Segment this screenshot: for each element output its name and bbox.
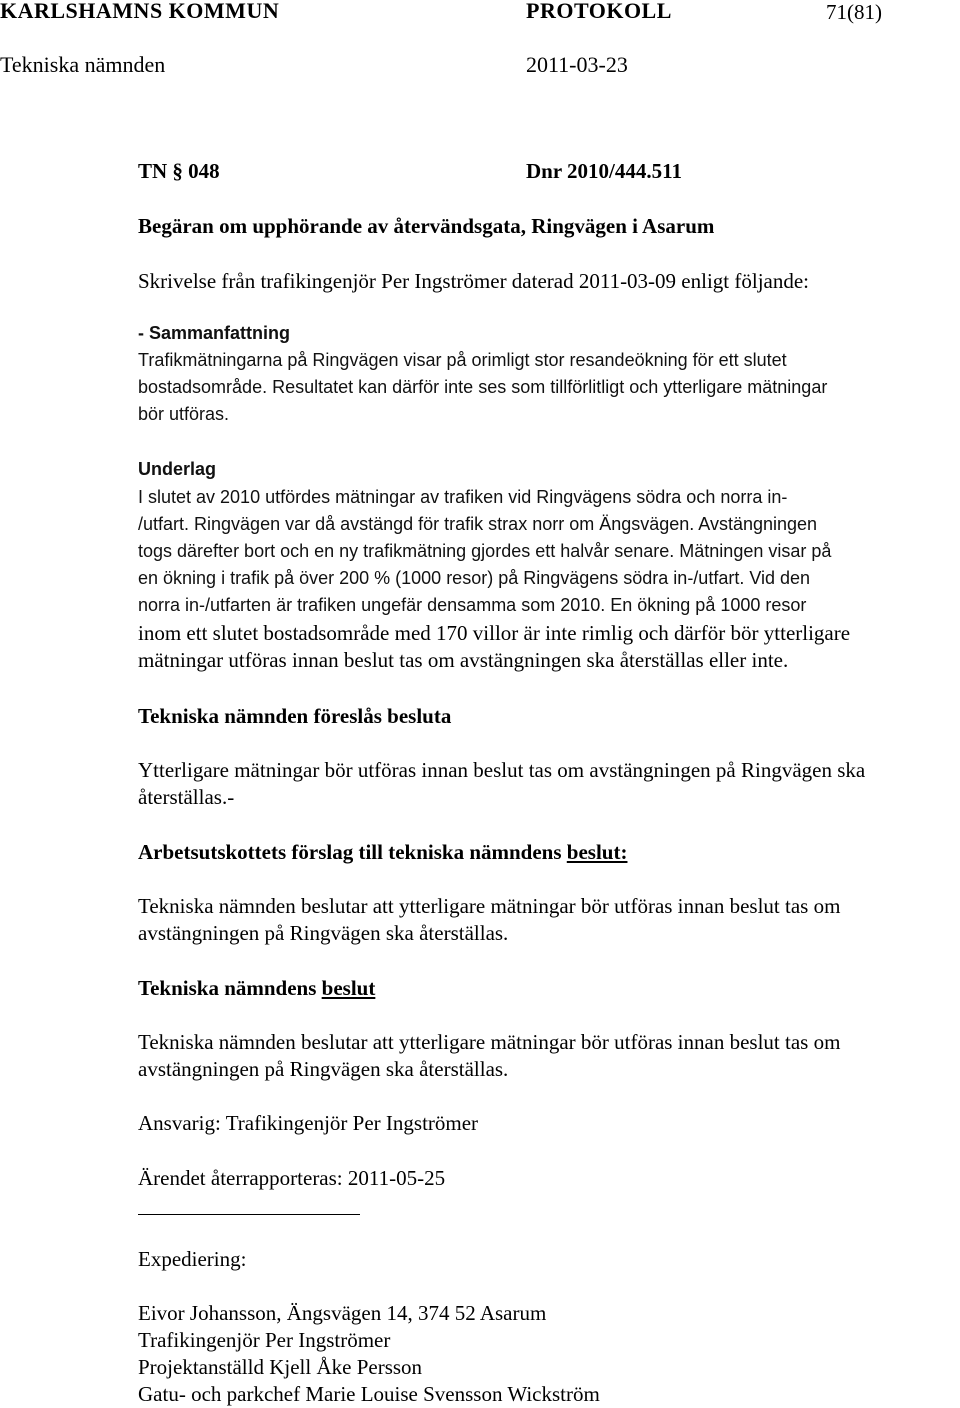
underlag-heading: Underlag (138, 459, 217, 479)
decision-heading-underlined: beslut (321, 976, 376, 1000)
underlag-line: norra in-/utfarten är trafiken ungefär densamma som 2010. En ökning på 1000 resor (138, 595, 807, 615)
org-name: KARLSHAMNS KOMMUN (0, 0, 280, 23)
case-dnr: Dnr 2010/444.511 (526, 159, 682, 183)
page-number: 71(81) (826, 0, 882, 24)
proposal-heading: Tekniska nämnden föreslås besluta (138, 704, 452, 728)
report-back: Ärendet återrapporteras: 2011-05-25 (138, 1166, 446, 1190)
summary-line: Trafikmätningarna på Ringvägen visar på orimligt stor resandeökning för ett slutet (138, 350, 787, 370)
au-line: avstängningen på Ringvägen ska återställas. (138, 921, 509, 945)
meeting-date: 2011-03-23 (526, 52, 628, 77)
recipient: Projektanställd Kjell Åke Persson (138, 1355, 423, 1379)
recipient: Gatu- och parkchef Marie Louise Svensson Wickström (138, 1382, 600, 1406)
summary-line: bör utföras. (138, 404, 230, 424)
expediering-heading: Expediering: (138, 1247, 247, 1271)
case-number: TN § 048 (138, 159, 220, 183)
summary-line: bostadsområde. Resultatet kan därför inte ses som tillförlitligt och ytterligare mätningar (138, 377, 828, 397)
underlag-line: inom ett slutet bostadsområde med 170 villor är inte rimlig och därför bör ytterligare (138, 621, 851, 645)
au-heading-text: Arbetsutskottets förslag till tekniska nämndens (138, 840, 567, 864)
underlag-line: /utfart. Ringvägen var då avstängd för trafik strax norr om Ängsvägen. Avstängningen (138, 514, 818, 534)
recipient: Eivor Johansson, Ängsvägen 14, 374 52 Asarum (138, 1301, 547, 1325)
decision-heading (138, 975, 375, 1002)
au-heading-underlined: beslut: (566, 840, 628, 864)
doc-type: PROTOKOLL (526, 0, 672, 23)
decision-line: Tekniska nämnden beslutar att ytterligare mätningar bör utföras innan beslut tas om (138, 1030, 841, 1054)
underlag-line: togs därefter bort och en ny trafikmätning gjordes ett halvår senare. Mätningen visar på (138, 541, 832, 561)
decision-heading-text: Tekniska nämndens (138, 976, 322, 1000)
decision-line: avstängningen på Ringvägen ska återställas. (138, 1057, 509, 1081)
au-heading (138, 839, 627, 866)
board-name: Tekniska nämnden (0, 52, 166, 77)
separator-line (138, 1214, 360, 1215)
proposal-line: återställas.- (138, 785, 235, 809)
au-line: Tekniska nämnden beslutar att ytterligare mätningar bör utföras innan beslut tas om (138, 894, 841, 918)
underlag-line: mätningar utföras innan beslut tas om avstängningen ska återställas eller inte. (138, 648, 789, 672)
case-title: Begäran om upphörande av återvändsgata, Ringvägen i Asarum (138, 214, 715, 238)
summary-heading: - Sammanfattning (138, 323, 291, 343)
recipient: Trafikingenjör Per Ingströmer (138, 1328, 391, 1352)
responsible: Ansvarig: Trafikingenjör Per Ingströmer (138, 1111, 479, 1135)
underlag-line: en ökning i trafik på över 200 % (1000 resor) på Ringvägens södra in-/utfart. Vid den (138, 568, 811, 588)
proposal-line: Ytterligare mätningar bör utföras innan beslut tas om avstängningen på Ringvägen ska (138, 758, 866, 782)
underlag-line: I slutet av 2010 utfördes mätningar av trafiken vid Ringvägens södra och norra in- (138, 487, 788, 507)
case-intro: Skrivelse från trafikingenjör Per Ingströmer daterad 2011-03-09 enligt följande: (138, 269, 810, 293)
